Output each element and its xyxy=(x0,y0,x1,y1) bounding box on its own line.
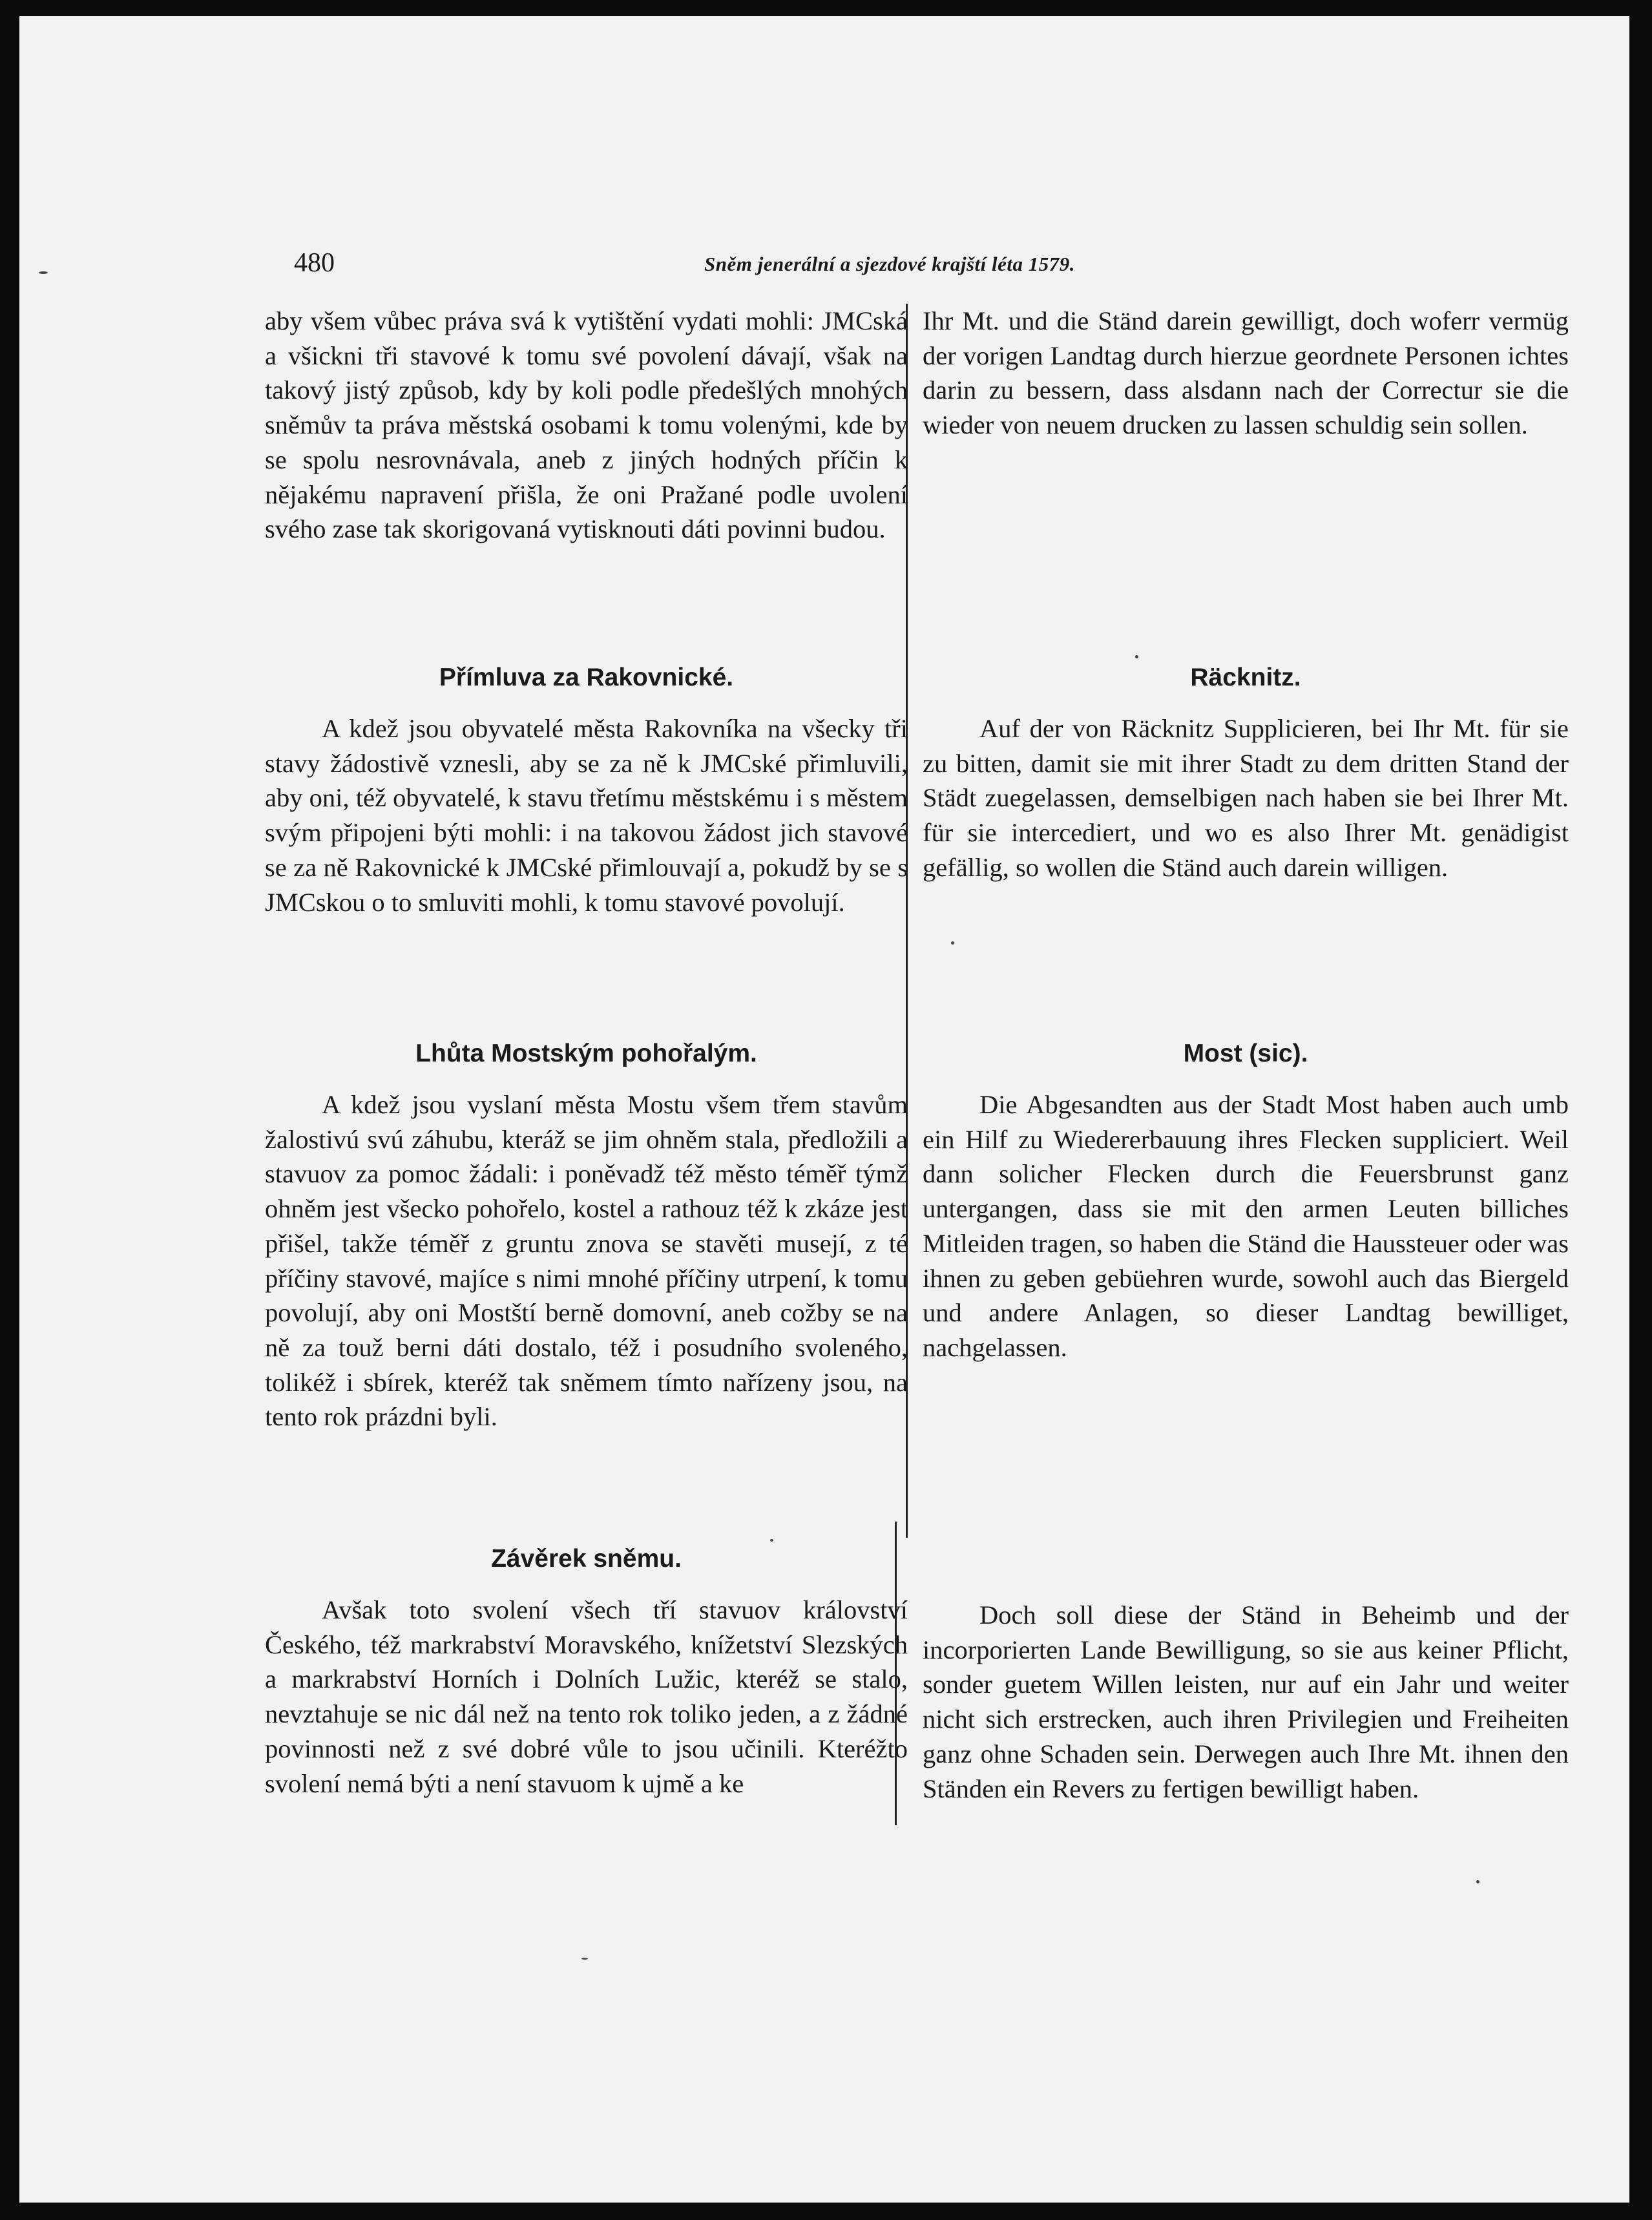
left-column-section-4 xyxy=(265,1542,908,1801)
page-number: 480 xyxy=(294,248,335,278)
scan-speck xyxy=(39,271,48,274)
left-section-1-paragraph: aby všem vůbec práva svá k vytištění vydati mohli: JMCská a všickni tři stavové k tomu své povolení dávají, však na takový jistý způsob, kdy by koli podle předešlých mnohých sněmův ta práva městská osobami k tomu volenými, kde by se spolu nesrovnávala, aneb z jiných hodných příčin k nějakému napravení přišla, že oni Pražané podle uvolení svého zase tak skorigovaná vytisknouti dáti povinni budou. xyxy=(265,306,908,544)
right-section-4-paragraph: Doch soll diese der Ständ in Beheimb und der incorporierten Lande Bewilligung, so sie aus keiner Pflicht, sonder guetem Willen leisten, nur auf ein Jahr und weiter nicht sich erstrecken, auch ihren Privilegien und Freiheiten ganz ohne Schaden sein. Derwegen auch Ihre Mt. ihnen den Ständen ein Revers zu fertigen bewilligt haben. xyxy=(923,1600,1569,1803)
scan-speck xyxy=(1135,655,1138,658)
left-column-section-2 xyxy=(265,661,908,919)
right-section-3-paragraph: Die Abgesandten aus der Stadt Most haben auch umb ein Hilf zu Wiedererbauung ihres Flecken suppliciert. Weil dann solicher Flecken durch die Feuersbrunst ganz untergangen, dass sie mit den armen Leuten billiches Mitleiden tragen, so haben die Ständ die Haussteuer oder was ihnen zu geben gebüehren wurde, sowohl auch das Biergeld und andere Anlagen, so dieser Landtag bewilliget, nachgelassen. xyxy=(923,1090,1569,1362)
section-heading-primluva: Přímluva za Rakovnické. xyxy=(439,664,734,691)
running-title: Sněm jenerální a sjezdové krajští léta 1579. xyxy=(704,253,1075,275)
page-header xyxy=(275,236,1560,288)
right-section-2-paragraph: Auf der von Räcknitz Supplicieren, bei Ihr Mt. für sie zu bitten, damit sie mit ihrer Stadt zu dem dritten Stand der Städt zuegelassen, demselbigen nach haben sie bei Ihrer Mt. für sie intercediert, und wo es also Ihrer Mt. genädigist gefällig, so wollen die Ständ auch darein willigen. xyxy=(923,714,1569,882)
left-section-4-paragraph: Avšak toto svolení všech tří stavuov království Českého, též markrabství Moravského, knížetství Slezských a markrabství Horních i Dolních Lužic, kteréž se stalo, nevztahuje se nic dál než na tento rok toliko jeden, a z žádné povinnosti než z své dobré vůle to jsou učinili. Kteréžto svolení nemá býti a není stavuom k ujmě a ke xyxy=(265,1595,908,1798)
left-section-3-paragraph: A kdež jsou vyslaní města Mostu všem třem stavům žalostivú svú záhubu, kteráž se jim ohněm stala, předložili a stavuov za pomoc žádali: i poněvadž též město téměř týmž ohněm jest všecko pohořelo, kostel a rathouz též k zkáze jest přišel, takže téměř z gruntu znova se stavěti musejí, z té příčiny stavové, majíce s nimi mnohé příčiny utrpení, k tomu povolují, aby oni Mostští berně domovní, aneb cožby se na ně za touž berni dáti dostalo, též i posudního svoleného, tolikéž i sbírek, kteréž tak sněmem tímto nařízeny jsou, na tento rok prázdni byli. xyxy=(265,1090,908,1432)
right-section-1-paragraph: Ihr Mt. und die Ständ darein gewilligt, doch woferr vermüg der vorigen Landtag durch hierzue geordnete Personen ichtes darin zu bessern, dass alsdann nach der Correctur sie die wieder von neuem drucken zu lassen schuldig sein sollen. xyxy=(923,306,1569,440)
right-column-section-4 xyxy=(923,1598,1569,1806)
section-heading-zaverek: Závěrek sněmu. xyxy=(491,1545,682,1573)
left-column-section-3 xyxy=(265,1037,908,1434)
scan-speck xyxy=(951,941,954,945)
right-column-section-3 xyxy=(923,1037,1569,1365)
scan-speck xyxy=(770,1539,773,1542)
left-column xyxy=(265,304,908,547)
scan-speck xyxy=(1476,1880,1479,1883)
right-column xyxy=(923,304,1569,443)
section-heading-most: Most (sic). xyxy=(1183,1040,1308,1067)
section-heading-racknitz: Räcknitz. xyxy=(1190,664,1301,691)
scan-speck xyxy=(581,1958,588,1960)
section-heading-lhuta: Lhůta Mostským pohořalým. xyxy=(415,1040,757,1067)
left-section-2-paragraph: A kdež jsou obyvatelé města Rakovníka na všecky tři stavy žádostivě vznesli, aby se za ně k JMCské přimluvili, aby oni, též obyvatelé, k stavu třetímu městskému i s městem svým připojeni býti mohli: i na takovou žádost jich stavové se za ně Rakovnické k JMCské přimlouvají a, pokudž by se s JMCskou o to smluviti mohli, k tomu stavové povolují. xyxy=(265,714,908,917)
page-sheet xyxy=(19,16,1629,2203)
right-column-section-2 xyxy=(923,661,1569,885)
